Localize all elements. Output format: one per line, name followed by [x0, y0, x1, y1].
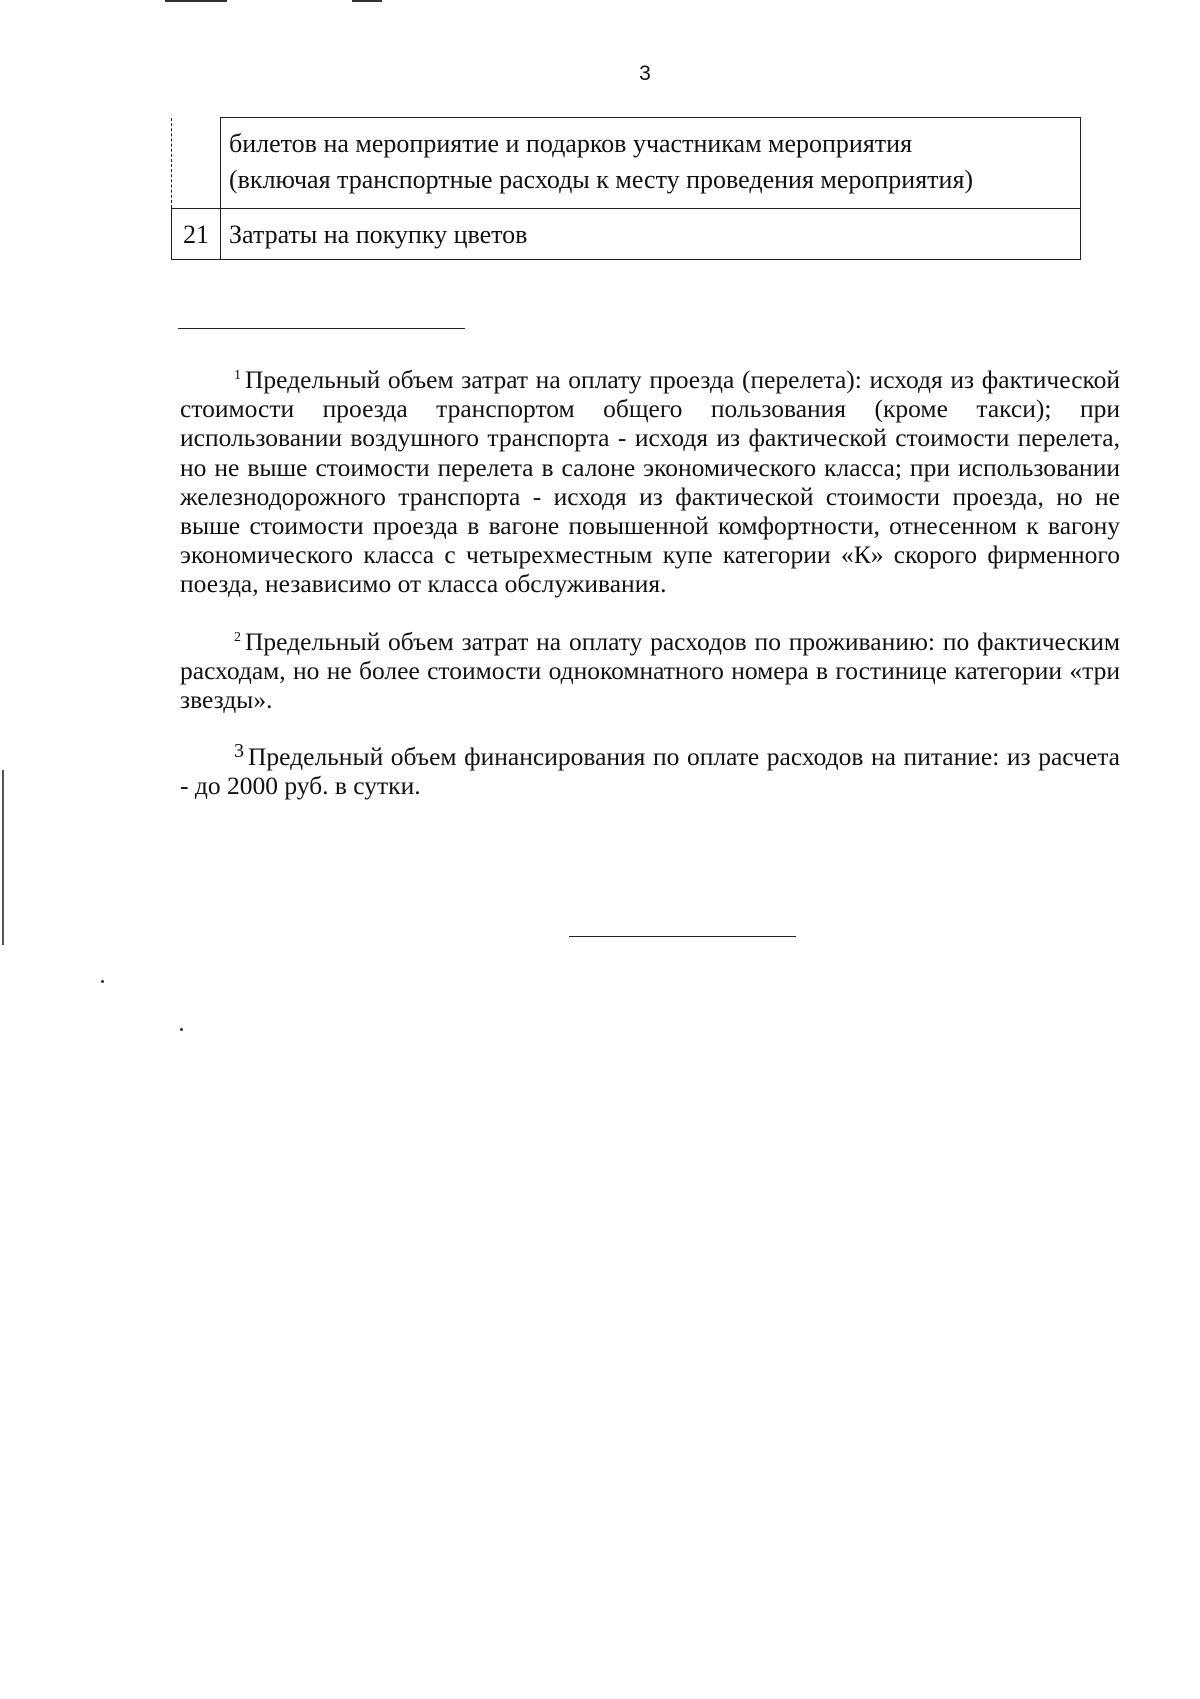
footnotes [180, 365, 1120, 829]
footnote-3 [180, 742, 1120, 800]
footnote-marker: 1 [234, 368, 241, 383]
table-row [172, 118, 1081, 209]
scan-artifact-dot [180, 1028, 183, 1031]
footnote-text: Предельный объем затрат на оплату расходов по проживанию: по фактическим расходам, но не более стоимости однокомнатного номера в гостинице категории «три звезды». [180, 626, 1120, 715]
row-text: Затраты на покупку цветов [221, 209, 1081, 260]
scan-artifact-left-edge [2, 770, 4, 945]
table-row [172, 209, 1081, 260]
footnote-1 [180, 365, 1120, 599]
footnote-text: Предельный объем финансирования по оплате расходов на питание: из расчета - до 2000 руб. в сутки. [180, 742, 1120, 801]
footnote-separator [178, 328, 465, 329]
footnote-2 [180, 627, 1120, 715]
footnote-text: Предельный объем затрат на оплату проезда (перелета): исходя из фактической стоимости проезда транспортом общего пользования (кроме такси); при использовании воздушного транспорта - исходя из фактической стоимости перелета, но не выше стоимости перелета в салоне экономического класса; при использовании железнодорожного транспорта - исходя из фактической стоимости проезда, но не выше стоимости проезда в вагоне повышенной комфортности, отнесенном к вагону экономического класса с четырехместным купе категории «К» скорого фирменного поезда, независимо от класса обслуживания. [180, 365, 1120, 599]
footnote-marker: 2 [234, 629, 241, 645]
scan-artifact-top-center [352, 0, 382, 2]
footnote-marker: 3 [234, 740, 244, 763]
row-number [172, 118, 221, 209]
row-text: билетов на мероприятие и подарков участникам мероприятия (включая транспортные расходы к месту проведения мероприятия) [221, 118, 1081, 209]
row-number: 21 [172, 209, 221, 260]
scan-artifact-dot [101, 980, 104, 983]
expense-table [171, 117, 1081, 260]
end-of-document-rule [569, 936, 796, 937]
page-number: 3 [639, 62, 651, 85]
scan-artifact-top-left [165, 0, 227, 2]
